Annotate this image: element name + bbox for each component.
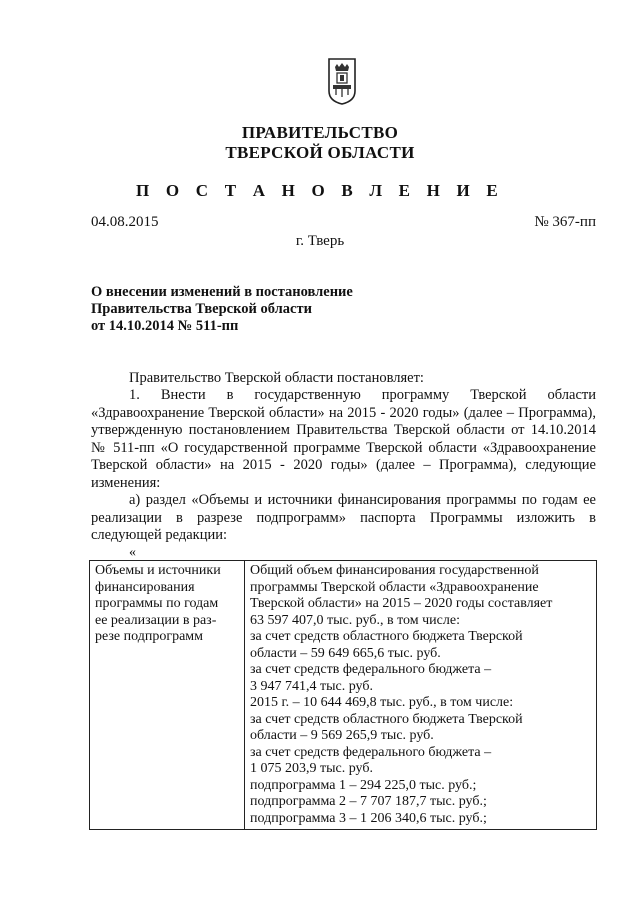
intro-paragraph: Правительство Тверской области постановляет: [129, 370, 424, 386]
opening-quote: « [129, 545, 136, 560]
value-line: 2015 г. – 10 644 469,8 тыс. руб., в том числе: [250, 695, 514, 710]
label-line: резе подпрограмм [95, 629, 204, 644]
document-date: 04.08.2015 [91, 214, 159, 230]
value-line: за счет средств федерального бюджета – [250, 662, 492, 677]
document-type: П О С Т А Н О В Л Е Н И Е [136, 181, 504, 200]
value-line: за счет средств федерального бюджета – [250, 744, 492, 760]
subject-line: Правительства Тверской области [91, 301, 312, 317]
value-line: области – 59 649 665,6 тыс. руб. [250, 645, 441, 661]
value-line: области – 9 569 265,9 тыс. руб. [250, 728, 434, 743]
table-value-cell [245, 561, 597, 830]
item-a-paragraph: а) раздел «Объемы и источники финансирования программы по годам ее реализации в разрезе подпрограмм» паспорта Программы изложить в следующей редакции: [91, 492, 596, 543]
item-1-paragraph: 1. Внести в государственную программу Тверской области «Здравоохранение Тверской области» на 2015 - 2020 годы» (далее – Программа), утвержденную постановлением Правительства Тверской области от 14.10.2014 № 511-пп «О государственной программе Тверской области «Здравоохранение Тверской области» на 2015 - 2020 годы» (далее – Программа), следующие изменения: [91, 387, 596, 491]
label-line: программы по годам [95, 596, 219, 611]
value-line: подпрограмма 1 – 294 225,0 тыс. руб.; [250, 777, 477, 793]
table-row [90, 561, 597, 830]
label-line: финансирования [95, 579, 195, 595]
value-line: Тверской области» на 2015 – 2020 годы составляет [250, 596, 553, 611]
subject-line: О внесении изменений в постановление [91, 284, 353, 300]
financing-table [89, 560, 597, 830]
value-line: подпрограмма 2 – 7 707 187,7 тыс. руб.; [250, 794, 487, 809]
subject-line: от 14.10.2014 № 511-пп [91, 318, 239, 334]
value-line: 3 947 741,4 тыс. руб. [250, 678, 373, 694]
value-line: 1 075 203,9 тыс. руб. [250, 761, 373, 776]
value-line: 63 597 407,0 тыс. руб., в том числе: [250, 612, 460, 628]
value-line: подпрограмма 3 – 1 206 340,6 тыс. руб.; [250, 810, 487, 826]
table-label-cell [90, 561, 245, 830]
org-name-line1: ПРАВИТЕЛЬСТВО [241, 123, 399, 142]
document-subject [91, 284, 353, 335]
document-city: г. Тверь [295, 233, 345, 249]
org-name-line2: ТВЕРСКОЙ ОБЛАСТИ [225, 143, 415, 162]
value-line: за счет средств областного бюджета Тверской [250, 629, 523, 644]
document-number: № 367-пп [534, 214, 596, 230]
value-line: Общий объем финансирования государственной [250, 563, 539, 578]
label-line: ее реализации в раз- [95, 612, 217, 628]
tver-coat-of-arms-icon [327, 57, 357, 105]
label-line: Объемы и источники [95, 563, 221, 578]
value-line: программы Тверской области «Здравоохранение [250, 579, 539, 595]
value-line: за счет средств областного бюджета Тверской [250, 711, 523, 727]
